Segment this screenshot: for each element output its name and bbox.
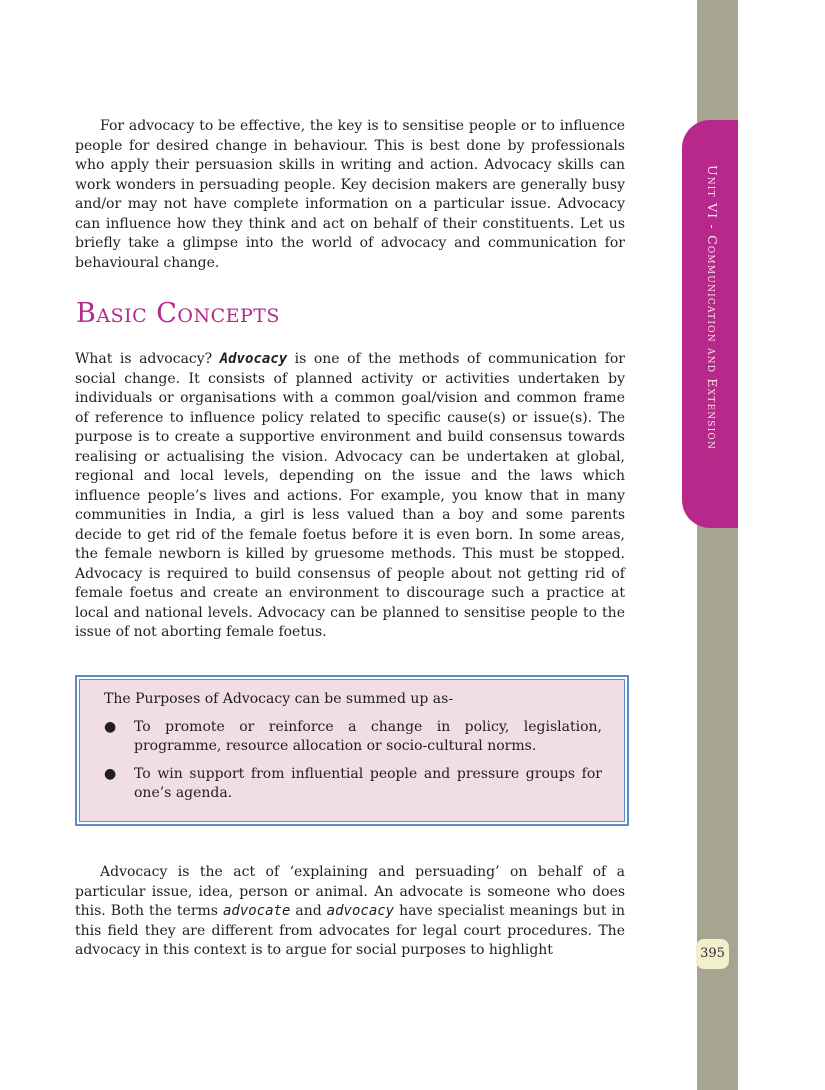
page-number: 395	[696, 939, 729, 969]
purposes-box	[75, 675, 629, 826]
purposes-list-item	[104, 718, 602, 757]
purposes-box-title: The Purposes of Advocacy can be summed up as-	[104, 691, 454, 707]
unit-label: Unit VI - Communication and Extension	[705, 165, 720, 451]
basic-concepts-lead: What is advocacy?	[75, 351, 220, 367]
closing-paragraph	[75, 863, 625, 961]
advocacy-term-italic: advocacy	[326, 903, 395, 919]
basic-concepts-paragraph	[75, 350, 625, 643]
closing-text-3: have specialist meanings but in this field they are different from advocates for legal court procedures. The advocacy in this context is to argue for social purposes to highlight	[75, 903, 626, 958]
section-heading: Basic Concepts	[76, 298, 280, 329]
purposes-list-item	[104, 765, 602, 804]
bullet-icon: ●	[104, 765, 117, 782]
closing-text-2: and	[290, 903, 327, 919]
purposes-item-text: To win support from influential people and pressure groups for one’s agenda.	[134, 765, 602, 801]
intro-paragraph: For advocacy to be effective, the key is to sensitise people or to influence people for desired change in behaviour. This is best done by professionals who apply their persuasion skills in writing and action. Advocacy skills can work wonders in persuading people. Key decision makers are generally busy and/or may not have complete information on a particular issue. Advocacy can influence how they think and act on behalf of their constituents. Let us briefly take a glimpse into the world of advocacy and communication for behavioural change.	[75, 118, 625, 271]
closing-text-1: Advocacy is the act of ‘explaining and persuading’ on behalf of a particular issue, idea, person or animal. An advocate is someone who does this. Both the terms	[75, 864, 625, 919]
advocate-term: advocate	[222, 903, 291, 919]
purposes-list	[104, 718, 602, 804]
purposes-box-inner	[79, 679, 625, 822]
bullet-icon: ●	[104, 718, 117, 735]
advocacy-term: Advocacy	[219, 351, 288, 367]
purposes-item-text: To promote or reinforce a change in policy, legislation, programme, resource allocation or socio-cultural norms.	[134, 718, 602, 754]
basic-concepts-body: is one of the methods of communication for social change. It consists of planned activity or activities undertaken by individuals or organisations with a common goal/vision and common frame of reference to influence policy related to specific cause(s) or issue(s). The purpose is to create a supportive environment and build consensus towards realising or actualising the vision. Advocacy can be undertaken at global, regional and local levels, depending on the issue and the laws which influence people’s lives and actions. For example, you know that in many communities in India, a girl is less valued than a boy and some parents decide to get rid of the female foetus before it is even born. In some areas, the female newborn is killed by gruesome methods. This must be stopped. Advocacy is required to build consensus of people about not getting rid of female foetus and create an environment to discourage such a practice at local and national levels. Advocacy can be planned to sensitise people to the issue of not aborting female foetus.	[75, 351, 625, 640]
